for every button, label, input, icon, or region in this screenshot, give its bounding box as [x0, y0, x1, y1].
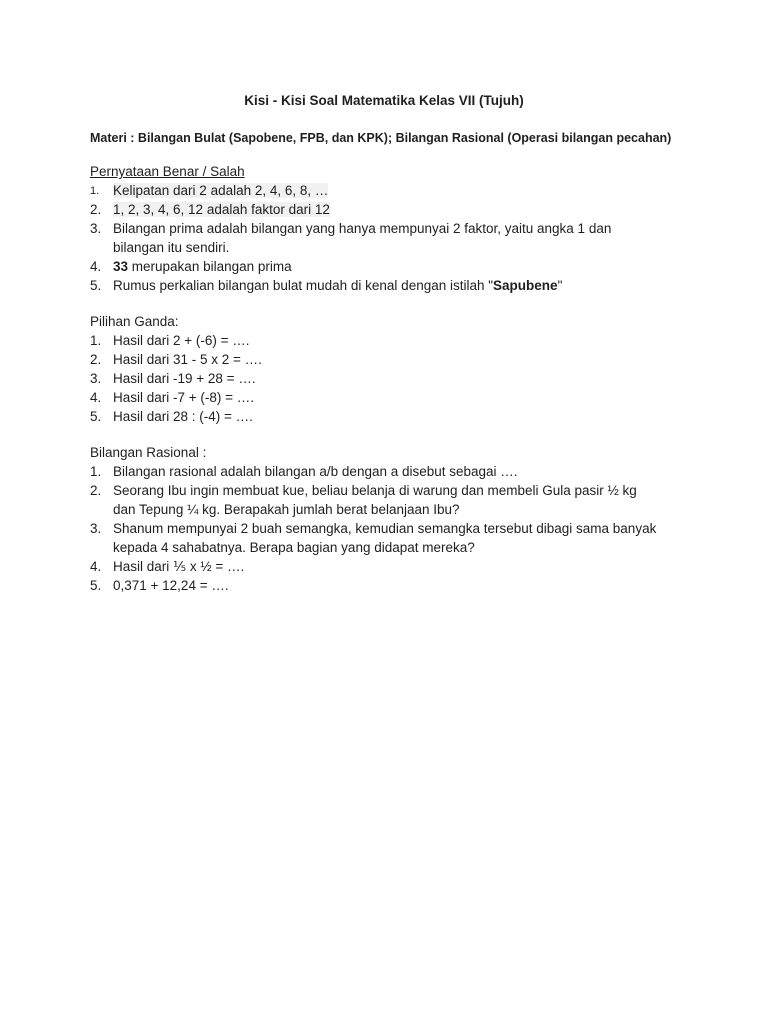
list-item	[90, 200, 690, 219]
item-text-continued: dan Tepung ¼ kg. Berapakah jumlah berat belanjaan Ibu?	[113, 502, 460, 517]
item-text-end: "	[557, 278, 563, 293]
item-text-continued: kepada 4 sahabatnya. Berapa bagian yang didapat mereka?	[113, 540, 475, 555]
list-item	[90, 407, 690, 426]
item-number: 5.	[90, 578, 102, 593]
item-number: 5.	[90, 278, 102, 293]
item-text: Seorang Ibu ingin membuat kue, beliau belanja di warung dan membeli Gula pasir ½ kg	[113, 483, 637, 498]
list-item	[90, 369, 690, 388]
item-number: 2.	[90, 483, 102, 498]
item-text: Hasil dari -7 + (-8) = ….	[113, 390, 255, 405]
section-bilangan-rasional	[90, 443, 690, 595]
item-text: Hasil dari -19 + 28 = ….	[113, 371, 256, 386]
list-item	[90, 519, 690, 557]
list-item	[90, 462, 690, 481]
item-number: 5.	[90, 409, 102, 424]
item-number: 1.	[90, 464, 102, 479]
item-text: Hasil dari ⅕ x ½ = ….	[113, 559, 245, 574]
section-pilihan-ganda	[90, 312, 690, 426]
item-number: 2.	[90, 202, 102, 217]
item-number: 4.	[90, 559, 102, 574]
materi-line: Materi : Bilangan Bulat (Sapobene, FPB, dan KPK); Bilangan Rasional (Operasi bilangan pecahan)	[90, 131, 672, 145]
question-list	[90, 462, 690, 595]
item-text-continued: bilangan itu sendiri.	[113, 240, 230, 255]
page-title: Kisi - Kisi Soal Matematika Kelas VII (Tujuh)	[244, 93, 524, 108]
item-text: Rumus perkalian bilangan bulat mudah di kenal dengan istilah "	[113, 278, 494, 293]
list-item	[90, 219, 690, 257]
section-benar-salah	[90, 162, 690, 295]
item-text: 1, 2, 3, 4, 6, 12 adalah faktor dari 12	[113, 202, 330, 217]
item-text: 0,371 + 12,24 = ….	[113, 578, 229, 593]
list-item	[90, 181, 690, 200]
list-item	[90, 276, 690, 295]
section-heading: Bilangan Rasional :	[90, 445, 207, 460]
section-heading: Pilihan Ganda:	[90, 314, 179, 329]
item-text: Bilangan rasional adalah bilangan a/b dengan a disebut sebagai ….	[113, 464, 518, 479]
item-text: Shanum mempunyai 2 buah semangka, kemudian semangka tersebut dibagi sama banyak	[113, 521, 657, 536]
list-item	[90, 576, 690, 595]
question-list	[90, 181, 690, 295]
list-item	[90, 388, 690, 407]
list-item	[90, 257, 690, 276]
item-bold-number: 33	[113, 259, 129, 274]
section-heading: Pernyataan Benar / Salah	[90, 164, 245, 179]
item-number: 1.	[90, 185, 100, 197]
item-text: Hasil dari 31 - 5 x 2 = ….	[113, 352, 262, 367]
list-item	[90, 481, 690, 519]
list-item	[90, 350, 690, 369]
item-bold-term: Sapubene	[493, 278, 558, 293]
item-number: 1.	[90, 333, 102, 348]
list-item	[90, 557, 690, 576]
list-item	[90, 331, 690, 350]
item-number: 3.	[90, 221, 102, 236]
item-number: 4.	[90, 390, 102, 405]
item-number: 4.	[90, 259, 102, 274]
question-list	[90, 331, 690, 426]
item-number: 3.	[90, 521, 102, 536]
item-text: Bilangan prima adalah bilangan yang hanya mempunyai 2 faktor, yaitu angka 1 dan	[113, 221, 612, 236]
item-text: Hasil dari 28 : (-4) = ….	[113, 409, 253, 424]
item-number: 3.	[90, 371, 102, 386]
item-number: 2.	[90, 352, 102, 367]
item-text: merupakan bilangan prima	[128, 259, 292, 274]
item-text: Hasil dari 2 + (-6) = ….	[113, 333, 250, 348]
item-text: Kelipatan dari 2 adalah 2, 4, 6, 8, …	[113, 183, 329, 198]
